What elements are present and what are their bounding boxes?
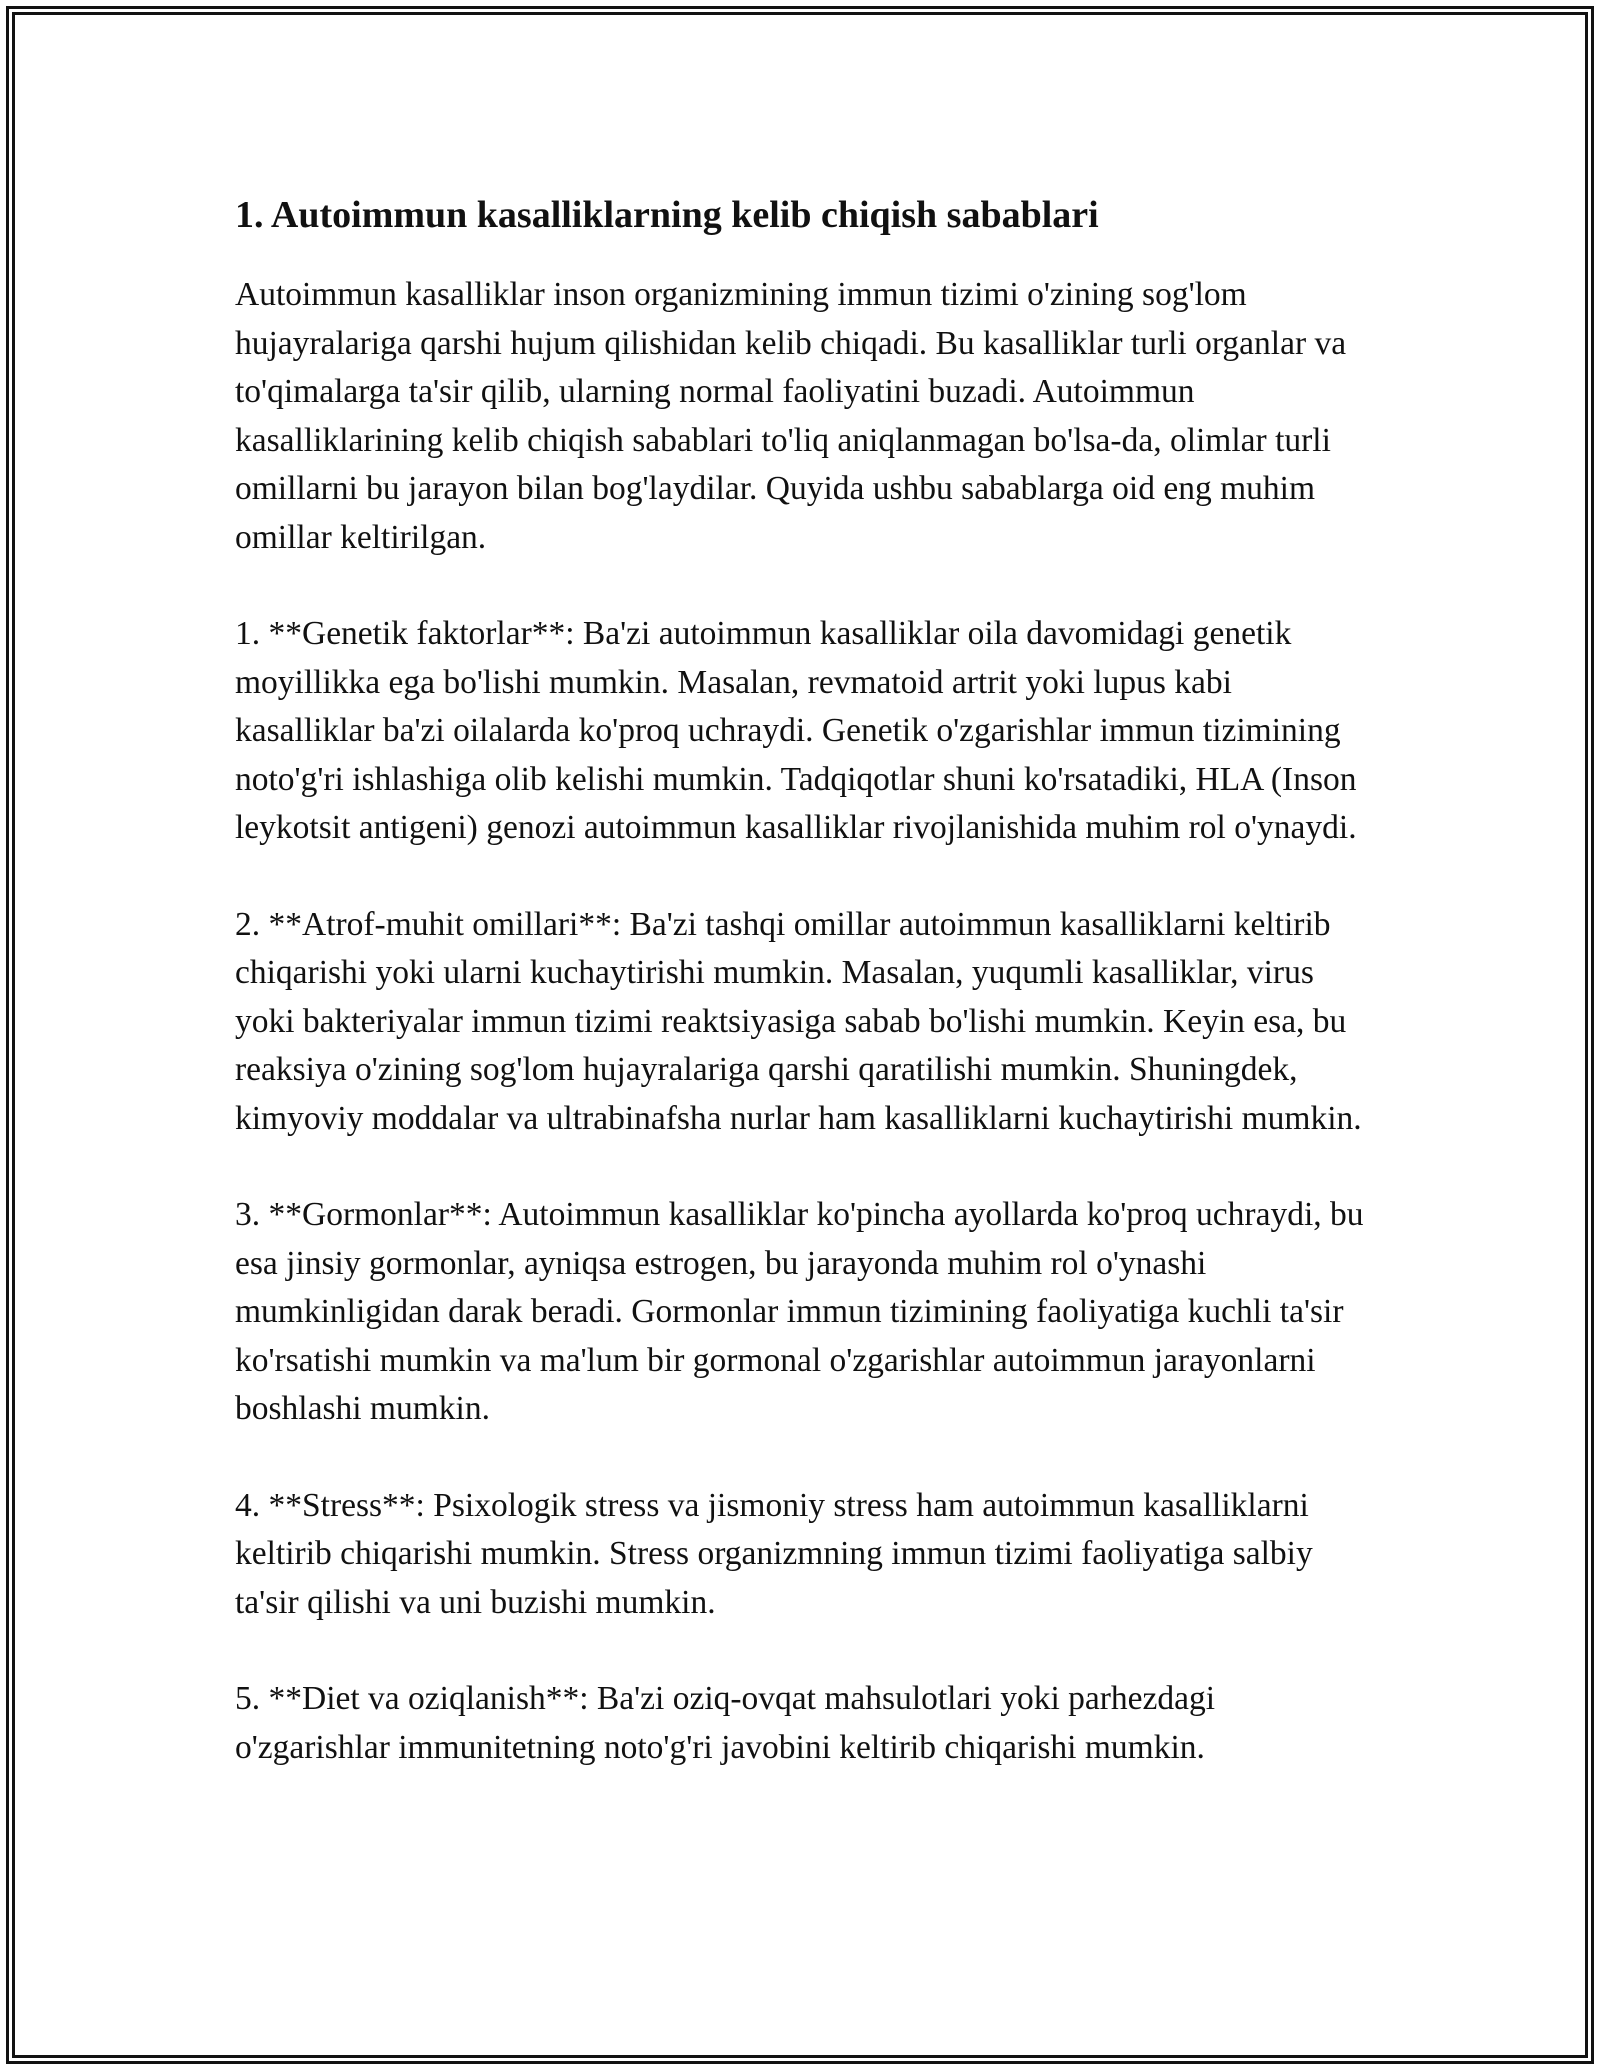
item-genetic-factors: 1. **Genetik faktorlar**: Ba'zi autoimmun kasalliklar oila davomidagi genetik moyillikka ega bo'lishi mumkin. Masalan, revmatoid artrit yoki lupus kabi kasalliklar ba'zi oilalarda ko'proq uchraydi. Genetik o'zgarishlar immun tizimining noto'g'ri ishlashiga olib kelishi mumkin. Tadqiqotlar shuni ko'rsatadiki, HLA (Inson leykotsit antigeni) genozi autoimmun kasalliklar rivojlanishida muhim rol o'ynaydi. xyxy=(235,615,1357,846)
item-environmental-factors: 2. **Atrof-muhit omillari**: Ba'zi tashqi omillar autoimmun kasalliklarni keltirib chiqarishi yoki ularni kuchaytirishi mumkin. Masalan, yuqumli kasalliklar, virus yoki bakteriyalar immun tizimi reaktsiyasiga sabab bo'lishi mumkin. Keyin esa, bu reaksiya o'zining sog'lom hujayralariga qarshi qaratilishi mumkin. Shuningdek, kimyoviy moddalar va ultrabinafsha nurlar ham kasalliklarni kuchaytirishi mumkin. xyxy=(235,905,1362,1137)
intro-paragraph: Autoimmun kasalliklar inson organizmining immun tizimi o'zining sog'lom hujayralariga qarshi hujum qilishidan kelib chiqadi. Bu kasalliklar turli organlar va to'qimalarga ta'sir qilib, ularning normal faoliyatini buzadi. Autoimmun kasalliklarining kelib chiqish sabablari to'liq aniqlanmagan bo'lsa-da, olimlar turli omillarni bu jarayon bilan bog'laydilar. Quyida ushbu sabablarga oid eng muhim omillar keltirilgan. xyxy=(235,276,1347,556)
item-diet-nutrition: 5. **Diet va oziqlanish**: Ba'zi oziq-ovqat mahsulotlari yoki parhezdagi o'zgarishlar immunitetning noto'g'ri javobini keltirib chiqarishi mumkin. xyxy=(235,1680,1216,1766)
item-stress: 4. **Stress**: Psixologik stress va jismoniy stress ham autoimmun kasalliklarni keltirib chiqarishi mumkin. Stress organizmning immun tizimi faoliyatiga salbiy ta'sir qilishi va uni buzishi mumkin. xyxy=(235,1486,1313,1621)
item-hormones: 3. **Gormonlar**: Autoimmun kasalliklar ko'pincha ayollarda ko'proq uchraydi, bu esa jinsiy gormonlar, ayniqsa estrogen, bu jarayonda muhim rol o'ynashi mumkinligidan darak beradi. Gormonlar immun tizimining faoliyatiga kuchli ta'sir ko'rsatishi mumkin va ma'lum bir gormonal o'zgarishlar autoimmun jarayonlarni boshlashi mumkin. xyxy=(235,1196,1364,1427)
document-body xyxy=(235,185,1375,1820)
section-heading: 1. Autoimmun kasalliklarning kelib chiqish sabablari xyxy=(235,194,1099,236)
